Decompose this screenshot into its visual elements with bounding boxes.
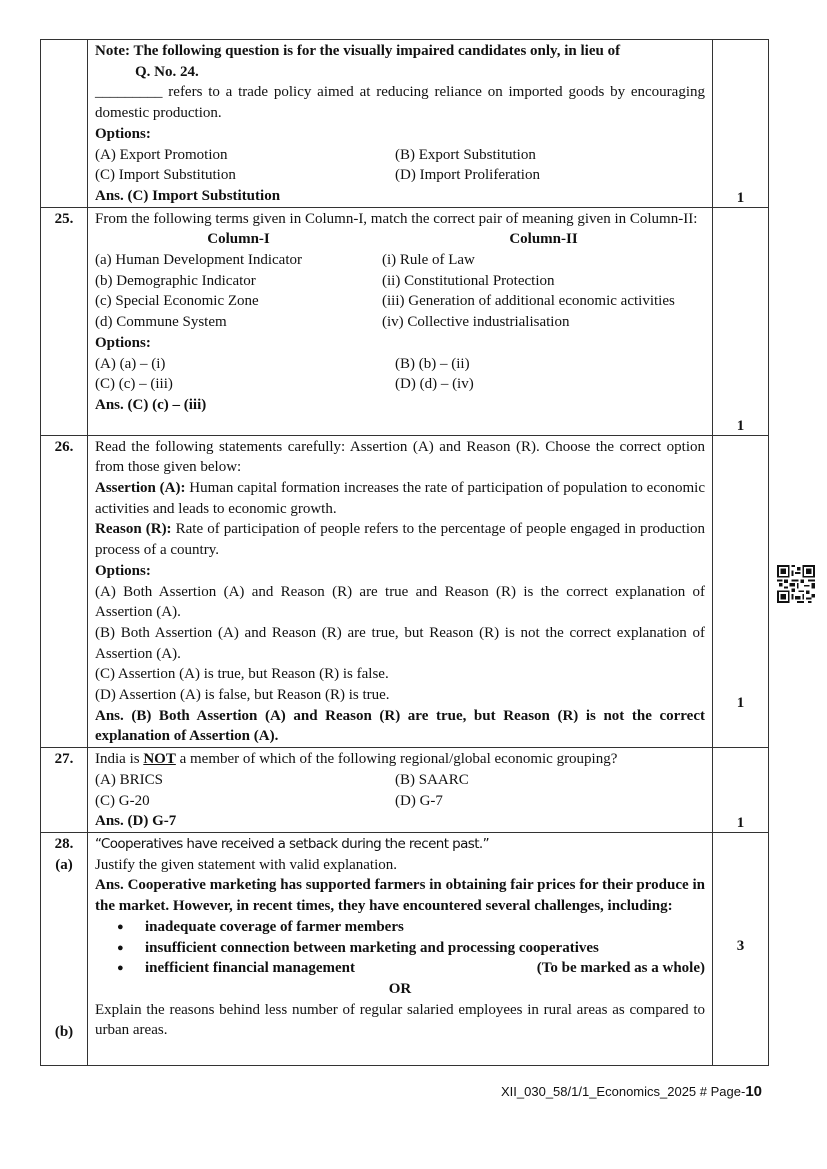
answer: Ans. (C) (c) – (iii) [95, 396, 207, 413]
question-content [88, 435, 713, 748]
col2-item-ii: (ii) Constitutional Protection [382, 272, 555, 289]
option-d: (D) Assertion (A) is false, but Reason (R) is true. [95, 687, 390, 704]
bullet-item [117, 958, 705, 979]
question-number: 25. [41, 207, 88, 435]
options-label: Options: [95, 125, 151, 142]
table-row-q25 [41, 207, 769, 435]
part-b-question: Explain the reasons behind less number of regular salaried employees in rural areas as compared to urban areas. [95, 1001, 705, 1039]
answer: Ans. (B) Both Assertion (A) and Reason (R) are true, but Reason (R) is not the correct explanation of Assertion (A). [95, 707, 705, 745]
col1-item-a: (a) Human Development Indicator [95, 252, 303, 269]
question-number: 27. [41, 748, 88, 833]
column-1-heading: Column-I [207, 231, 270, 248]
option-b: (B) Export Substitution [395, 146, 536, 163]
reason-text: Rate of participation of people refers to the percentage of people engaged in production process of a country. [95, 521, 705, 559]
question-content [88, 207, 713, 435]
marks-cell [713, 832, 769, 1065]
marking-scheme-table [40, 39, 769, 1066]
question-number: 28. [54, 835, 74, 852]
options-label: Options: [95, 334, 151, 351]
col2-item-iii: (iii) Generation of additional economic activities [382, 293, 675, 310]
question-content [88, 748, 713, 833]
vi-note-line2: Q. No. 24. [135, 63, 199, 80]
bullet-item: ● inadequate coverage of farmer members [117, 917, 705, 938]
part-a-label: (a) [55, 856, 73, 873]
answer: Ans. (D) G-7 [95, 813, 177, 830]
marks-value: 1 [736, 417, 745, 434]
question-content [88, 40, 713, 208]
option-a: (A) Both Assertion (A) and Reason (R) are true and Reason (R) is the correct explanation of Assertion (A). [95, 583, 705, 621]
question-number: 26. [41, 435, 88, 748]
col1-item-b: (b) Demographic Indicator [95, 272, 256, 289]
marks-cell [713, 207, 769, 435]
marks-value: 1 [736, 189, 745, 206]
reason-label: Reason (R): [95, 521, 172, 538]
part-b-label: (b) [54, 1023, 74, 1040]
marking-note: (To be marked as a whole) [536, 960, 705, 977]
marks-cell [713, 40, 769, 208]
table-row-q27 [41, 748, 769, 833]
q27-not-emphasis: NOT [143, 751, 176, 768]
option-b: (B) Both Assertion (A) and Reason (R) are true, but Reason (R) is not the correct explanation of Assertion (A). [95, 624, 705, 662]
option-d: (D) G-7 [395, 792, 443, 809]
qr-code-icon [777, 565, 815, 603]
col2-item-i: (i) Rule of Law [382, 252, 475, 269]
option-c: (C) (c) – (iii) [95, 376, 173, 393]
marks-value: 3 [736, 937, 745, 954]
vi-question: _________ refers to a trade policy aimed at reducing reliance on imported goods by encouraging domestic production. [95, 84, 705, 122]
option-c: (C) G-20 [95, 792, 150, 809]
q28-quote: “Cooperatives have received a setback during the recent past.” [95, 835, 489, 852]
marks-value: 1 [736, 694, 745, 711]
answer: Ans. Cooperative marketing has supported farmers in obtaining fair prices for their produce in the market. However, in recent times, they have encountered several challenges, including: [95, 877, 705, 915]
option-c: (C) Assertion (A) is true, but Reason (R) is false. [95, 666, 389, 683]
option-c: (C) Import Substitution [95, 167, 236, 184]
table-row-q26 [41, 435, 769, 748]
q27-question-post: a member of which of the following regional/global economic grouping? [175, 751, 618, 768]
column-2-heading: Column-II [509, 231, 578, 248]
question-number-cell [41, 40, 88, 208]
question-content [88, 832, 713, 1065]
bullet-item: ● insufficient connection between marketing and processing cooperatives [117, 938, 705, 959]
option-b: (B) (b) – (ii) [395, 355, 470, 372]
col2-item-iv: (iv) Collective industrialisation [382, 314, 570, 331]
footer-code: XII_030_58/1/1_Economics_2025 # Page- [501, 1084, 746, 1099]
answer-bullet-list [95, 917, 705, 979]
q27-question-pre: India is [95, 751, 144, 768]
col1-item-c: (c) Special Economic Zone [95, 293, 259, 310]
page-footer [501, 1083, 762, 1100]
option-a: (A) BRICS [95, 771, 163, 788]
option-d: (D) Import Proliferation [395, 167, 540, 184]
page-number: 10 [745, 1083, 762, 1100]
marks-value: 1 [736, 814, 745, 831]
assertion-label: Assertion (A): [95, 480, 186, 497]
q28-instruction: Justify the given statement with valid explanation. [95, 856, 398, 873]
q25-question: From the following terms given in Column-I, match the correct pair of meaning given in Column-II: [95, 210, 698, 227]
option-d: (D) (d) – (iv) [395, 376, 474, 393]
table-row-vi [41, 40, 769, 208]
assertion-text: Human capital formation increases the rate of participation of population to economic activities and leads to economic growth. [95, 480, 705, 517]
marks-cell [713, 748, 769, 833]
or-divider: OR [388, 980, 412, 997]
question-number-cell [41, 832, 88, 1065]
option-a: (A) Export Promotion [95, 146, 228, 163]
options-label: Options: [95, 562, 151, 579]
option-a: (A) (a) – (i) [95, 355, 166, 372]
table-row-q28 [41, 832, 769, 1065]
col1-item-d: (d) Commune System [95, 314, 227, 331]
option-b: (B) SAARC [395, 771, 469, 788]
vi-note-line1: Note: The following question is for the visually impaired candidates only, in lieu of [95, 43, 621, 59]
answer: Ans. (C) Import Substitution [95, 187, 281, 204]
marks-cell [713, 435, 769, 748]
bullet-text: ● inefficient financial management [145, 960, 355, 977]
q26-intro: Read the following statements carefully: Assertion (A) and Reason (R). Choose the correct option from those given below: [95, 438, 705, 476]
